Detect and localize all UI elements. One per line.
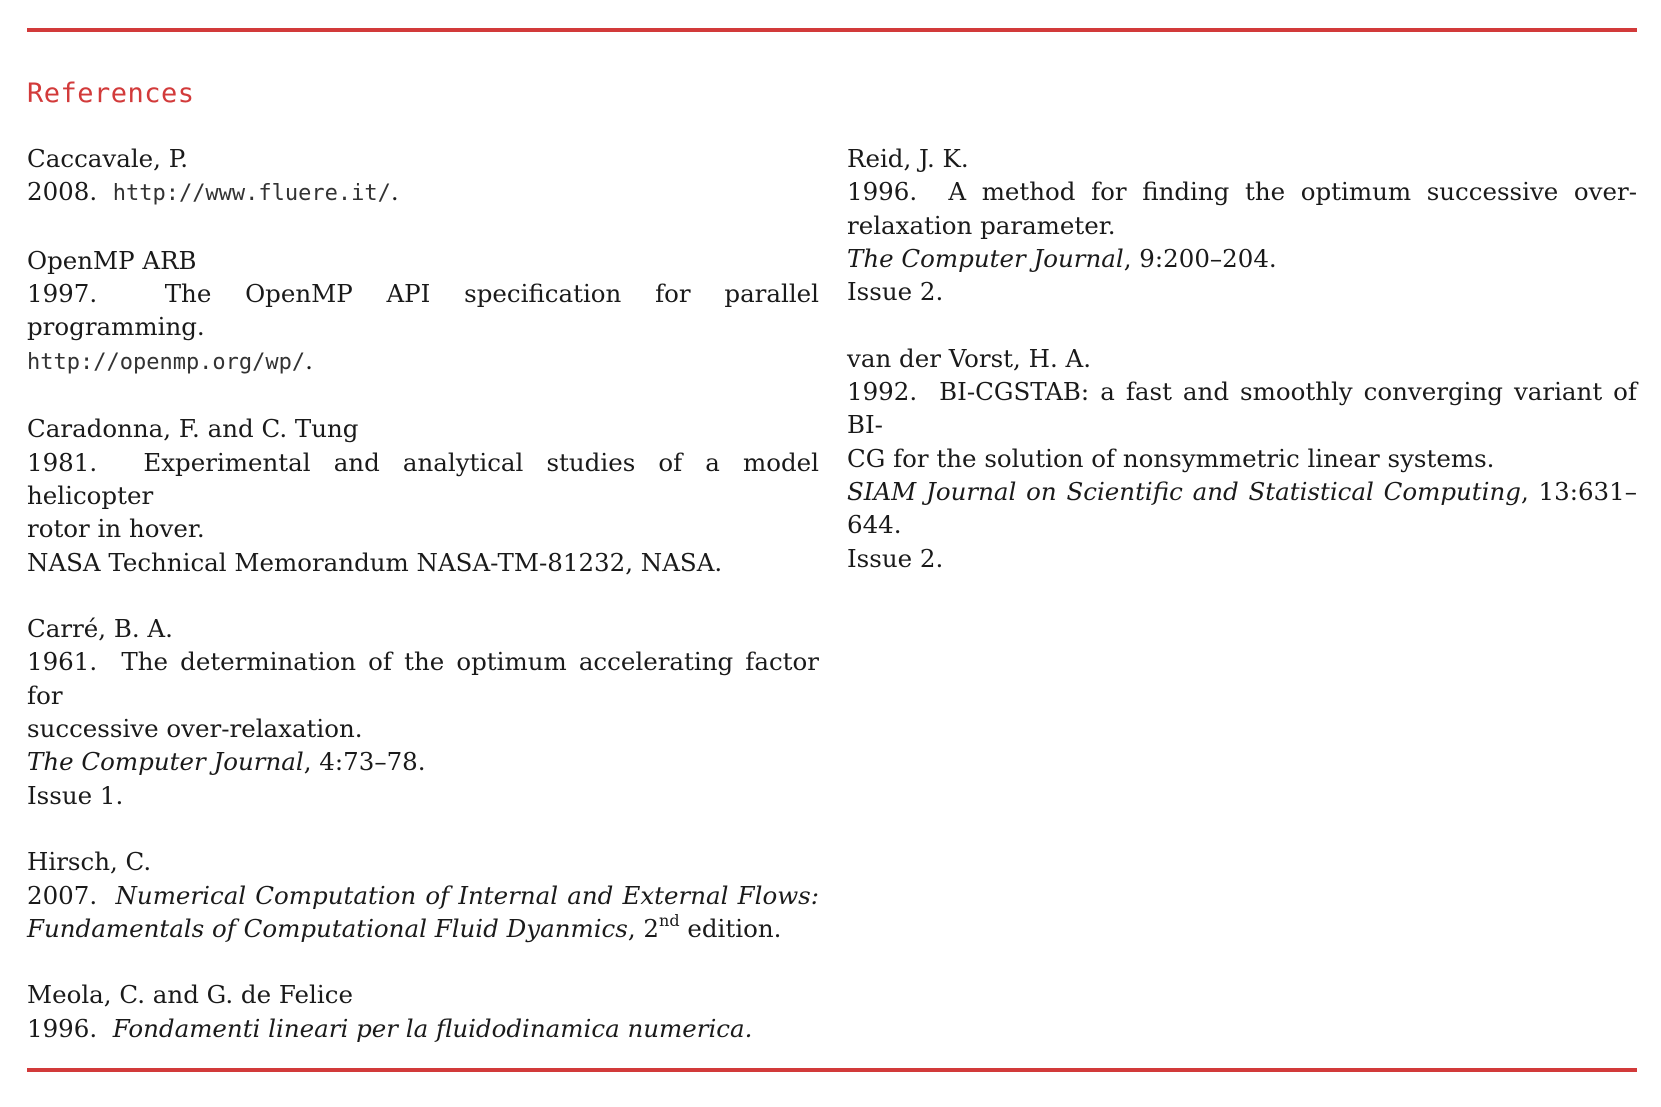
reference-title: The determination of the optimum accelerating factor for [27,647,819,710]
reference-title: Experimental and analytical studies of a model helicopter [27,447,819,510]
reference-year: 1996. [847,177,918,207]
reference-journal-line [27,745,819,778]
reference-details [27,175,819,210]
reference-pages-continued: 644. [847,510,902,540]
reference-author: Carré, B. A. [27,614,173,644]
reference-title: Fondamenti lineari per la fluidodinamica numerica. [112,1013,753,1043]
reference-edition: , 2 [627,913,660,943]
reference-url-line [27,344,819,379]
reference-journal: The Computer Journal [27,747,304,777]
reference-entry-caccavale [27,142,819,211]
reference-pages: , 13:631– [1520,476,1637,506]
punctuation: . [390,177,399,207]
footer-rule [27,1068,1637,1072]
reference-title-continued: rotor in hover. [27,514,205,544]
reference-publisher: NASA Technical Memorandum NASA-TM-81232, NASA. [27,547,723,577]
reference-author: Caradonna, F. and C. Tung [27,414,359,444]
reference-issue: Issue 2. [847,277,944,307]
reference-title: The OpenMP API specification for parallel programming. [27,279,820,342]
reference-entry-meola [27,978,819,1045]
reference-pages: , 9:200–204. [1123,243,1277,273]
reference-year: 1992. [847,377,918,407]
references-column-right [847,142,1637,608]
reference-details [27,277,819,344]
reference-url-link[interactable]: http://openmp.org/wp/ [27,349,306,375]
reference-year: 2007. [27,880,98,910]
reference-author: Caccavale, P. [27,144,189,173]
reference-details [847,375,1637,442]
reference-author: Hirsch, C. [27,847,152,877]
reference-author: Meola, C. and G. de Felice [27,980,353,1010]
reference-title: Numerical Computation of Internal and External Flows: [115,880,819,910]
reference-author: van der Vorst, H. A. [847,343,1092,373]
reference-year: 1981. [27,447,98,477]
punctuation: . [305,345,313,375]
reference-details [27,879,819,912]
reference-title-continued [27,912,819,945]
reference-title-continued: relaxation parameter. [847,210,1116,240]
reference-journal: SIAM Journal on Scientific and Statistical Computing [847,476,1521,506]
reference-year: 1997. [27,279,98,309]
reference-entry-openmp [27,244,819,379]
reference-edition-label: edition. [679,913,782,943]
reference-entry-vandervorst [847,342,1637,575]
reference-year: 1961. [27,647,98,677]
reference-details [27,645,819,712]
references-heading: References [27,78,195,109]
reference-year: 2008. [27,177,98,207]
reference-author: OpenMP ARB [27,245,197,275]
reference-pages: , 4:73–78. [303,747,426,777]
reference-edition-suffix: nd [659,910,680,930]
reference-title: BI-CGSTAB: a fast and smoothly converging variant of BI- [847,377,1637,440]
reference-year: 1996. [27,1013,98,1043]
reference-entry-carre [27,612,819,812]
reference-author: Reid, J. K. [847,144,969,173]
header-rule [27,28,1637,32]
reference-entry-caradonna [27,412,819,578]
reference-journal: The Computer Journal [847,243,1124,273]
reference-details [27,446,819,513]
reference-issue: Issue 1. [27,780,124,810]
reference-journal-line [847,475,1637,508]
references-column-left [27,142,819,1078]
reference-title: A method for finding the optimum successive over- [948,177,1638,207]
reference-details [847,175,1637,208]
reference-entry-hirsch [27,845,819,945]
reference-title-continued: successive over-relaxation. [27,714,363,744]
reference-issue: Issue 2. [847,543,944,573]
reference-url-link[interactable]: http://www.fluere.it/ [112,181,391,207]
reference-title-part: Fundamentals of Computational Fluid Dyanmics [27,913,628,943]
reference-details [27,1012,819,1045]
reference-entry-reid [847,142,1637,308]
reference-title-continued: CG for the solution of nonsymmetric linear systems. [847,443,1495,473]
reference-journal-line [847,242,1637,275]
